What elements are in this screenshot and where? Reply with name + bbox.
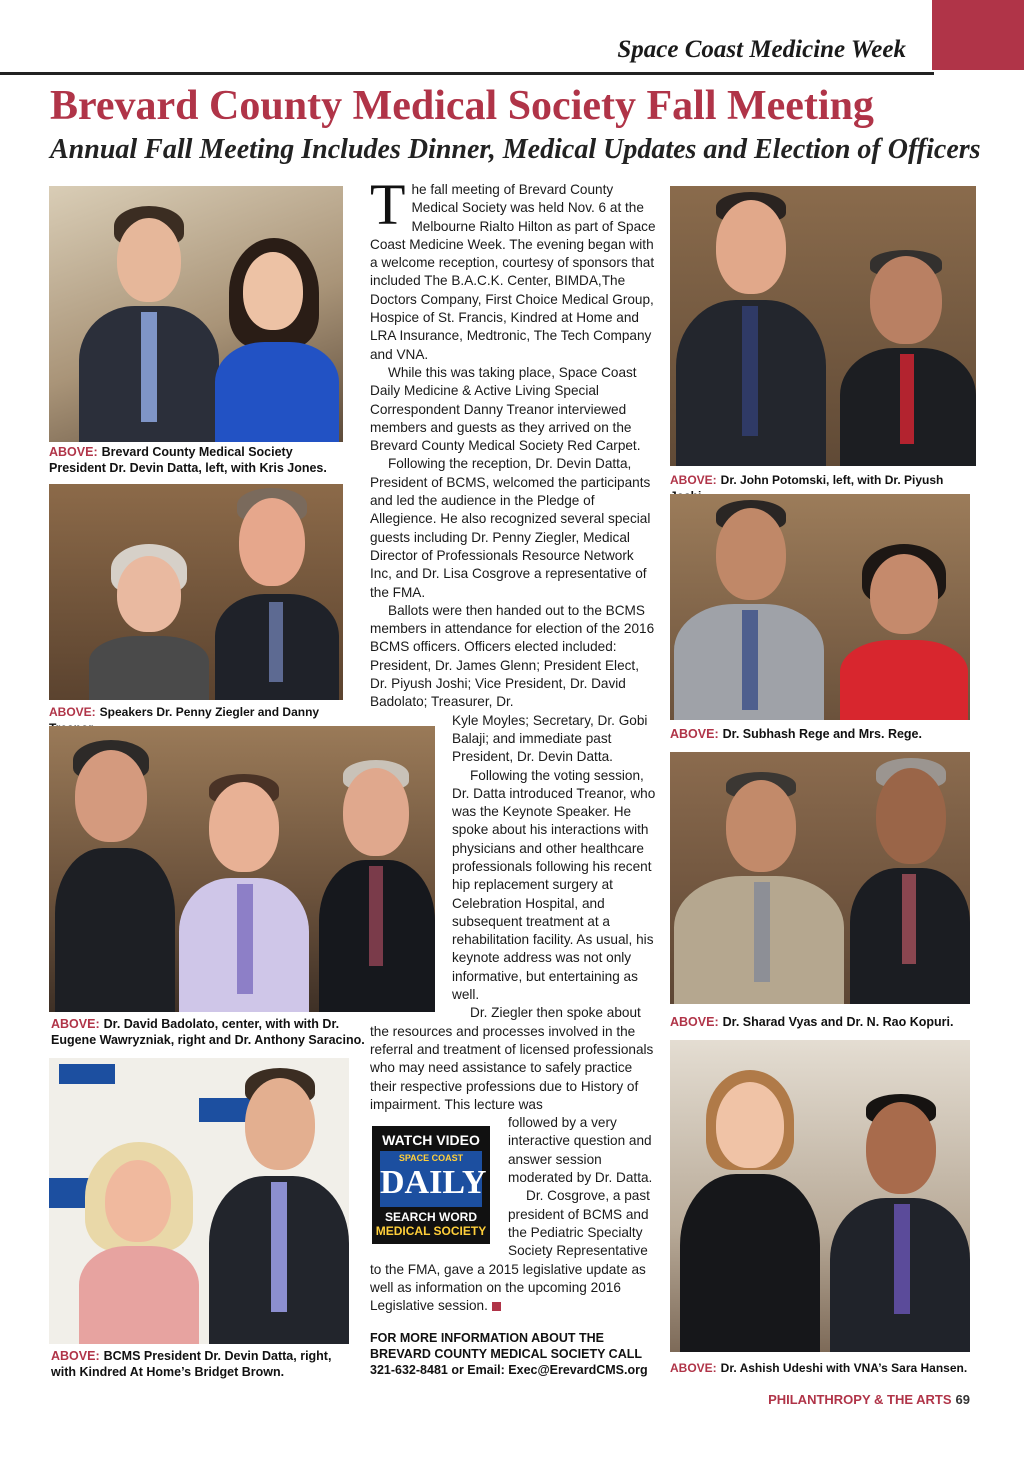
drop-cap: T: [370, 172, 406, 237]
article-paragraph: Dr. Ziegler then spoke about: [470, 1005, 641, 1021]
photo-rege: [670, 494, 970, 720]
article-paragraph: While this was taking place, Space Coast Daily Medicine & Active Living Special Correspondent Danny Treanor interviewed members and guests as they arrived on the Brevard County Medical Society Red Carpet.: [370, 364, 641, 454]
article-paragraph: he fall meeting of Brevard County Medical Society was held Nov. 6 at the Melbourne Rialto Hilton as part of Space Coast Medicine Week. The evening began with a welcome reception, courtesy of sponsors that included The B.A.C.K. Center, BIMDA,The Doctors Company, First Choice Medical Group, Hospice of St. Francis, Kindred at Home and LRA Insurance, Medtronic, The Tech Company and VNA.: [370, 182, 656, 362]
caption-photo-6: ABOVE: Dr. Subhash Rege and Mrs. Rege.: [670, 727, 922, 741]
caption-photo-4: ABOVE: BCMS President Dr. Devin Datta, right, with Kindred At Home’s Bridget Brown.: [51, 1349, 332, 1379]
headline: Brevard County Medical Society Fall Meeting: [50, 83, 874, 129]
narrow-column-text: [370, 712, 656, 1023]
caption-photo-8: ABOVE: Dr. Ashish Udeshi with VNA’s Sara Hansen.: [670, 1361, 968, 1375]
caption-photo-3: ABOVE: Dr. David Badolato, center, with with Dr. Eugene Wawryzniak, right and Dr. Anthony Saracino.: [51, 1017, 365, 1047]
article-paragraph: Dr. Cosgrove, a past president of BCMS and the Pediatric Specialty Society Representative: [508, 1188, 650, 1259]
brand-color-block: [932, 0, 1024, 70]
caption-photo-5: ABOVE: Dr. John Potomski, left, with Dr. Piyush: [670, 473, 944, 487]
article-paragraph: to the FMA, gave a 2015 legislative update as well as information on the upcoming 2016 Legislative session.: [370, 1261, 646, 1314]
subhead: Annual Fall Meeting Includes Dinner, Medical Updates and Election of Officers: [50, 134, 981, 165]
article-paragraph: Ballots were then handed out to the BCMS members in attendance for election of the 2016 BCMS officers. Officers elected included: President, Dr. James Glenn; President Elect, Dr. Piyush Joshi; Vice President, Dr. David Badolato; Treasurer, Dr.: [370, 602, 655, 710]
photo-datta-brown: [49, 1058, 349, 1344]
search-word-label: SEARCH WORD: [385, 1210, 477, 1224]
search-term: MEDICAL SOCIETY: [375, 1224, 487, 1238]
end-mark-icon: [492, 1302, 501, 1311]
photo-udeshi-hansen: [670, 1040, 970, 1352]
article-paragraph: the resources and processes involved in the referral and treatment of licensed professionals who may need assistance to safely practice their respective professions due to History of impairment. This lecture was: [370, 1023, 654, 1112]
watch-video-label: WATCH VIDEO: [382, 1132, 480, 1148]
caption-photo-2: ABOVE: Speakers Dr. Penny Ziegler and Danny: [49, 705, 320, 719]
footer-section: PHILANTHROPY & THE ARTS: [768, 1392, 952, 1407]
header-rule: [0, 72, 934, 75]
article-paragraph: Following the reception, Dr. Devin Datta, President of BCMS, welcomed the participants and led the audience in the Pledge of Allegience. He also recognized several special guests including Dr. Penny Ziegler, Medical Director of Professionals Resource Network Inc, and Dr. Lisa Cosgrove a representative of the FMA.: [370, 456, 651, 600]
photo-datta-jones: [49, 186, 343, 442]
page-number: 69: [955, 1392, 970, 1407]
section-title: Space Coast Medicine Week: [617, 36, 906, 63]
more-info: FOR MORE INFORMATION ABOUT THE BREVARD COUNTY MEDICAL SOCIETY CALL 321-632-8481 or Email: Exec@ErevardCMS.org: [370, 1331, 648, 1377]
article-paragraph: followed by a very interactive question and answer session moderated by Dr. Datta.: [508, 1115, 653, 1186]
article-paragraph: Kyle Moyles; Secretary, Dr. Gobi Balaji; and immediate past President, Dr. Devin Datta.: [452, 712, 648, 765]
photo-potomski-joshi: [670, 186, 976, 466]
watch-video-ad[interactable]: [372, 1126, 490, 1244]
article-paragraph: Following the voting session, Dr. Datta introduced Treanor, who was the Keynote Speaker. He spoke about his interactions with physicians and other healthcare professionals following his recent hip replacement surgery at Celebration Hospital, and subsequent treatment at a rehabilitation facility. As usual, his keynote address was not only informative, but entertaining as well.: [452, 767, 656, 1003]
page-footer: [768, 1392, 970, 1407]
photo-ziegler-treanor: [49, 484, 343, 700]
caption-photo-1: ABOVE: Brevard County Medical Society President Dr. Devin Datta, left, with Kris Jones.: [49, 445, 327, 475]
photo-vyas-kopuri: [670, 752, 970, 1004]
space-coast-daily-logo: SPACE COAST DAILY: [380, 1151, 482, 1207]
caption-photo-7: ABOVE: Dr. Sharad Vyas and Dr. N. Rao Kopuri.: [670, 1015, 954, 1029]
